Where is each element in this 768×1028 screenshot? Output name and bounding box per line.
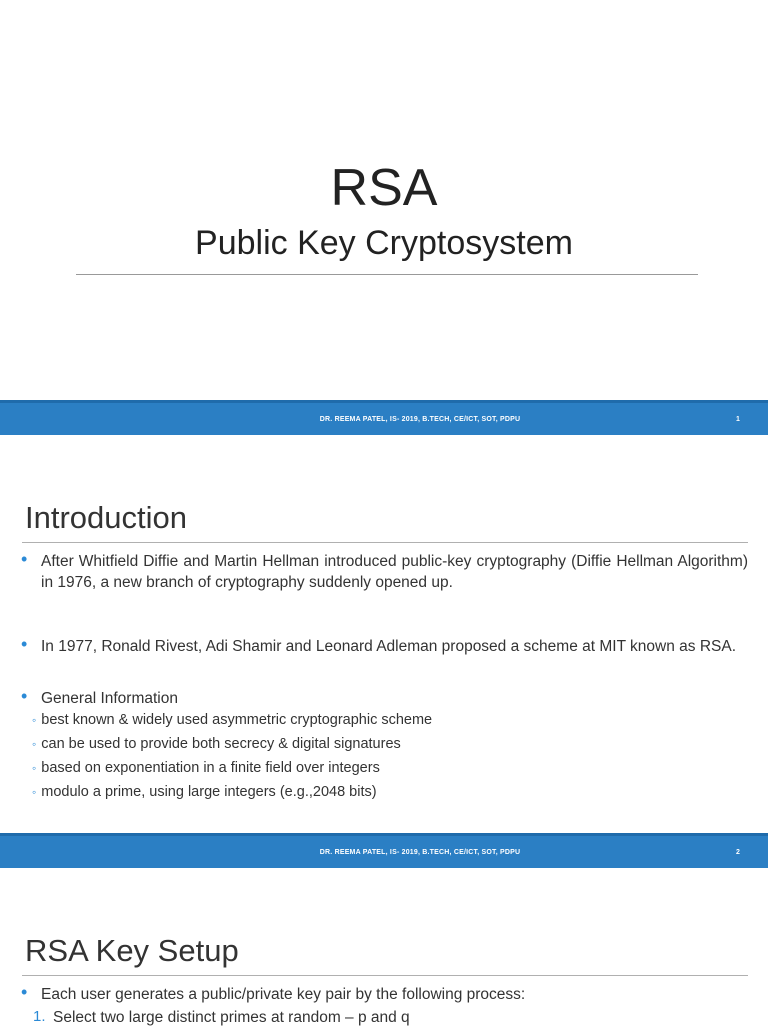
bullet-text: In 1977, Ronald Rivest, Adi Shamir and Leonard Adleman proposed a scheme at MIT known as RSA. (41, 638, 737, 655)
bullet-text: After Whitfield Diffie and Martin Hellman introduced public-key cryptography (Diffie Hellman Algorithm) in 1976, a new branch of cryptography suddenly opened up. (41, 553, 748, 591)
footer-text: DR. REEMA PATEL, IS- 2019, B.TECH, CE/ICT, SOT, PDPU (319, 416, 521, 423)
slide-2 (0, 435, 768, 831)
sub-bullet (32, 736, 401, 752)
bullet-icon: • (21, 634, 28, 654)
sub-bullet-text: best known & widely used asymmetric cryptographic scheme (41, 712, 433, 728)
slide-2-footer (0, 833, 768, 868)
step-text: Select two large distinct primes at random – p and q (53, 1009, 410, 1026)
step-number: 1. (33, 1008, 46, 1025)
page-number: 2 (736, 849, 741, 856)
heading-divider (22, 975, 748, 976)
section-heading: RSA Key Setup (25, 933, 239, 968)
slide-3 (0, 868, 768, 1024)
bullet-text: General Information (41, 690, 178, 707)
sub-bullet (32, 760, 380, 776)
ring-bullet-icon: ◦ (32, 761, 37, 775)
slide-1 (0, 0, 768, 400)
sub-bullet-text: based on exponentiation in a finite field over integers (41, 760, 380, 776)
slide-1-footer (0, 400, 768, 435)
title-divider (76, 274, 698, 275)
sub-bullet (32, 712, 432, 728)
slide-title: RSA (330, 159, 438, 217)
bullet-icon: • (21, 686, 28, 706)
heading-divider (22, 542, 748, 543)
bullet-text: Each user generates a public/private key pair by the following process: (41, 986, 526, 1003)
section-heading: Introduction (25, 500, 187, 535)
footer-text: DR. REEMA PATEL, IS- 2019, B.TECH, CE/ICT, SOT, PDPU (319, 849, 521, 856)
bullet-icon: • (21, 982, 28, 1002)
sub-bullet-text: modulo a prime, using large integers (e.g.,2048 bits) (41, 784, 377, 800)
ring-bullet-icon: ◦ (32, 737, 37, 751)
ring-bullet-icon: ◦ (32, 785, 37, 799)
ring-bullet-icon: ◦ (32, 713, 37, 727)
sub-bullet (32, 784, 377, 800)
page-number: 1 (736, 416, 741, 423)
slide-subtitle: Public Key Cryptosystem (195, 224, 573, 262)
bullet-icon: • (21, 549, 28, 569)
sub-bullet-text: can be used to provide both secrecy & digital signatures (41, 736, 401, 752)
